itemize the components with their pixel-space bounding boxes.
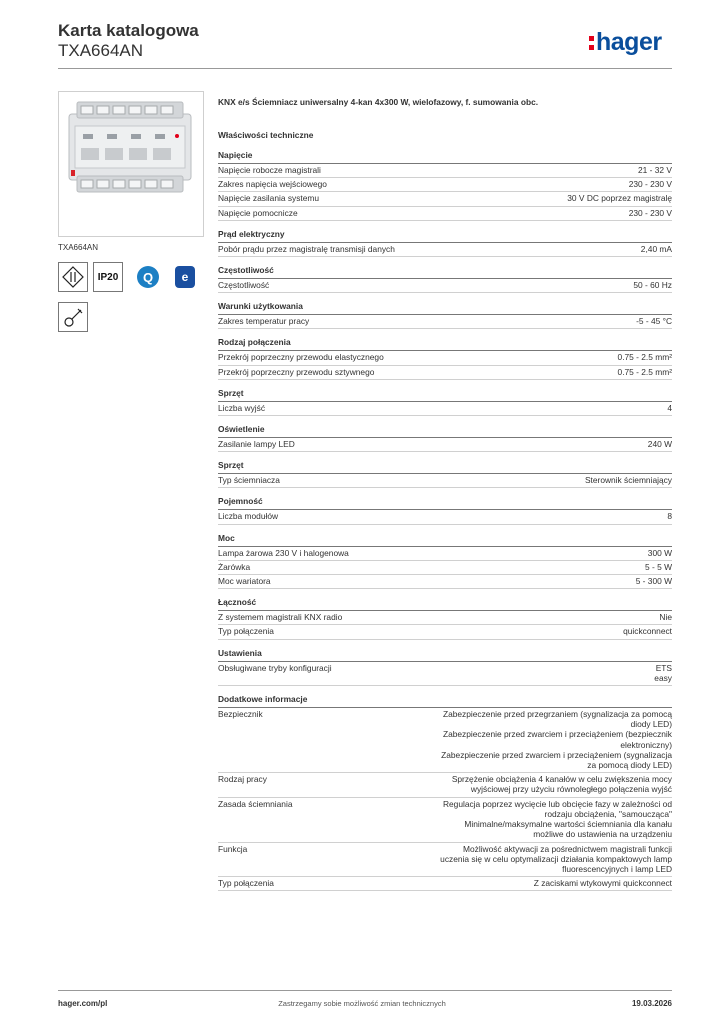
spec-group-title: Ustawienia bbox=[218, 648, 672, 662]
spec-key: Typ ściemniacza bbox=[218, 475, 280, 486]
spec-key: Żarówka bbox=[218, 561, 251, 572]
header-divider bbox=[58, 68, 672, 69]
spec-group bbox=[218, 694, 672, 891]
product-image bbox=[58, 91, 204, 237]
spec-value: 240 W bbox=[647, 439, 672, 450]
spec-group bbox=[218, 337, 672, 379]
spec-value: Nie bbox=[659, 612, 672, 623]
spec-key: Napięcie zasilania systemu bbox=[218, 193, 320, 204]
spec-key: Liczba modułów bbox=[218, 511, 279, 522]
product-code-heading: TXA664AN bbox=[58, 41, 144, 60]
spec-row bbox=[218, 843, 672, 878]
spec-row bbox=[218, 611, 672, 625]
spec-key: Rodzaj pracy bbox=[218, 774, 267, 785]
spec-value: 50 - 60 Hz bbox=[633, 280, 672, 291]
spec-group-title: Pojemność bbox=[218, 496, 672, 510]
spec-value: 2,40 mA bbox=[640, 243, 672, 254]
spec-value: 230 - 230 V bbox=[628, 207, 672, 218]
din-rail-icon bbox=[61, 265, 85, 289]
dimmer-device-icon bbox=[67, 100, 193, 194]
spec-group bbox=[218, 648, 672, 686]
spec-group-title: Napięcie bbox=[218, 150, 672, 164]
spec-row bbox=[218, 164, 672, 178]
spec-group-title: Częstotliwość bbox=[218, 265, 672, 279]
spec-value: Zabezpieczenie przed przegrzaniem (sygnalizacja za pomocą diody LED) Zabezpieczenie przed zwarciem i przeciążeniem (bezpiecznik elektroniczny) Zabezpieczenie przed zwarciem i przeciążeniem (sygnalizacja za pomocą diody LED) bbox=[441, 709, 672, 771]
spec-row bbox=[218, 474, 672, 488]
spec-group-title: Sprzęt bbox=[218, 388, 672, 402]
spec-key: Napięcie robocze magistrali bbox=[218, 165, 321, 175]
spec-key: Z systemem magistrali KNX radio bbox=[218, 612, 343, 623]
spec-group bbox=[218, 265, 672, 293]
spec-row bbox=[218, 547, 672, 561]
spec-value: 4 bbox=[667, 402, 672, 413]
spec-row bbox=[218, 510, 672, 524]
footer-divider bbox=[58, 990, 672, 991]
spec-key: Pobór prądu przez magistralę transmisji danych bbox=[218, 243, 395, 254]
spec-group-title: Rodzaj połączenia bbox=[218, 337, 672, 351]
spec-value: quickconnect bbox=[623, 626, 672, 637]
spec-value: 300 W bbox=[647, 547, 672, 558]
spec-value: 5 - 5 W bbox=[645, 561, 672, 572]
spec-row bbox=[218, 279, 672, 293]
spec-group-title: Oświetlenie bbox=[218, 424, 672, 438]
spec-value: Regulacja poprzez wycięcie lub obcięcie fazy w zależności od rodzaju obciążenia, "samoucząca" Minimalne/maksymalne wartości ściemniania dla kanału możliwe do ustawienia na urządzeniu bbox=[442, 798, 672, 840]
spec-row bbox=[218, 207, 672, 221]
spec-group bbox=[218, 424, 672, 452]
spec-value: 230 - 230 V bbox=[628, 179, 672, 190]
spec-group bbox=[218, 496, 672, 524]
spec-row bbox=[218, 402, 672, 416]
spec-key: Moc wariatora bbox=[218, 576, 271, 587]
spec-row bbox=[218, 561, 672, 575]
installation-symbol-icon bbox=[58, 262, 88, 292]
spec-value: 0.75 - 2.5 mm² bbox=[617, 366, 672, 377]
spec-row bbox=[218, 708, 672, 773]
page-title: Karta katalogowa bbox=[58, 21, 199, 40]
footer-website[interactable]: hager.com/pl bbox=[58, 999, 108, 1008]
product-description: KNX e/s Ściemniacz uniwersalny 4-kan 4x300 W, wielofazowy, f. sumowania obc. bbox=[218, 97, 539, 107]
spec-key: Częstotliwość bbox=[218, 280, 270, 291]
spec-key: Bezpiecznik bbox=[218, 709, 263, 720]
spec-group-title: Warunki użytkowania bbox=[218, 301, 672, 315]
spec-key: Przekrój poprzeczny przewodu sztywnego bbox=[218, 366, 375, 377]
spec-group bbox=[218, 150, 672, 221]
quality-q-icon: Q bbox=[133, 262, 163, 292]
spec-value: ETS easy bbox=[654, 662, 672, 683]
spec-group bbox=[218, 597, 672, 639]
spec-row bbox=[218, 178, 672, 192]
spec-row bbox=[218, 351, 672, 365]
spec-value: 21 - 32 V bbox=[638, 165, 672, 175]
spec-key: Liczba wyjść bbox=[218, 402, 266, 413]
spec-group bbox=[218, 460, 672, 488]
spec-group-title: Moc bbox=[218, 533, 672, 547]
spec-group bbox=[218, 533, 672, 590]
spec-value: 5 - 300 W bbox=[635, 576, 672, 587]
spec-key: Typ połączenia bbox=[218, 626, 274, 637]
spec-value: 8 bbox=[667, 511, 672, 522]
spec-key: Funkcja bbox=[218, 843, 248, 854]
spec-key: Napięcie pomocnicze bbox=[218, 207, 298, 218]
specs-heading: Właściwości techniczne bbox=[218, 130, 314, 140]
ip20-label: IP20 bbox=[97, 271, 119, 283]
spec-value: -5 - 45 °C bbox=[636, 316, 672, 327]
spec-value: Możliwość aktywacji za pośrednictwem magistrali funkcji uczenia się w celu optymalizacji działania kompaktowych lamp fluorescencyjnych i lamp LED bbox=[440, 843, 672, 874]
spec-key: Zakres napięcia wejściowego bbox=[218, 179, 327, 190]
screwdriver-icon bbox=[58, 302, 88, 332]
logo-text: hager bbox=[596, 28, 662, 56]
ip20-badge bbox=[93, 262, 123, 292]
spec-value: 30 V DC poprzez magistralę bbox=[567, 193, 672, 204]
specs-table bbox=[218, 150, 672, 899]
spec-row bbox=[218, 243, 672, 257]
spec-group-title: Sprzęt bbox=[218, 460, 672, 474]
spec-key: Przekrój poprzeczny przewodu elastycznego bbox=[218, 352, 384, 363]
hager-logo bbox=[589, 28, 662, 57]
spec-group bbox=[218, 388, 672, 416]
footer-disclaimer: Zastrzegamy sobie możliwość zmian technicznych bbox=[278, 999, 446, 1008]
energy-e-icon: e bbox=[170, 262, 200, 292]
spec-group bbox=[218, 301, 672, 329]
spec-row bbox=[218, 366, 672, 380]
spec-value: 0.75 - 2.5 mm² bbox=[617, 352, 672, 363]
spec-row bbox=[218, 438, 672, 452]
spec-value: Z zaciskami wtykowymi quickconnect bbox=[533, 878, 672, 889]
spec-key: Lampa żarowa 230 V i halogenowa bbox=[218, 547, 349, 558]
spec-value: Sprzężenie obciążenia 4 kanałów w celu zwiększenia mocy wyjściowej przy użyciu równoległego połączenia wyjść bbox=[451, 774, 672, 795]
spec-group-title: Dodatkowe informacje bbox=[218, 694, 672, 708]
spec-row bbox=[218, 625, 672, 639]
spec-row bbox=[218, 798, 672, 843]
spec-key: Zakres temperatur pracy bbox=[218, 316, 310, 327]
spec-row bbox=[218, 662, 672, 686]
spec-row bbox=[218, 575, 672, 589]
spec-key: Zasilanie lampy LED bbox=[218, 439, 295, 450]
spec-value: Sterownik ściemniający bbox=[584, 475, 672, 486]
logo-dots-icon bbox=[589, 36, 594, 50]
spec-group bbox=[218, 229, 672, 257]
spec-row bbox=[218, 315, 672, 329]
spec-key: Zasada ściemniania bbox=[218, 798, 293, 809]
spec-group-title: Prąd elektryczny bbox=[218, 229, 672, 243]
spec-row bbox=[218, 192, 672, 206]
spec-row bbox=[218, 773, 672, 797]
spec-key: Obsługiwane tryby konfiguracji bbox=[218, 662, 332, 673]
spec-row bbox=[218, 877, 672, 891]
spec-group-title: Łączność bbox=[218, 597, 672, 611]
footer-date: 19.03.2026 bbox=[631, 999, 672, 1008]
product-code-label: TXA664AN bbox=[58, 243, 99, 252]
spec-key: Typ połączenia bbox=[218, 878, 274, 889]
